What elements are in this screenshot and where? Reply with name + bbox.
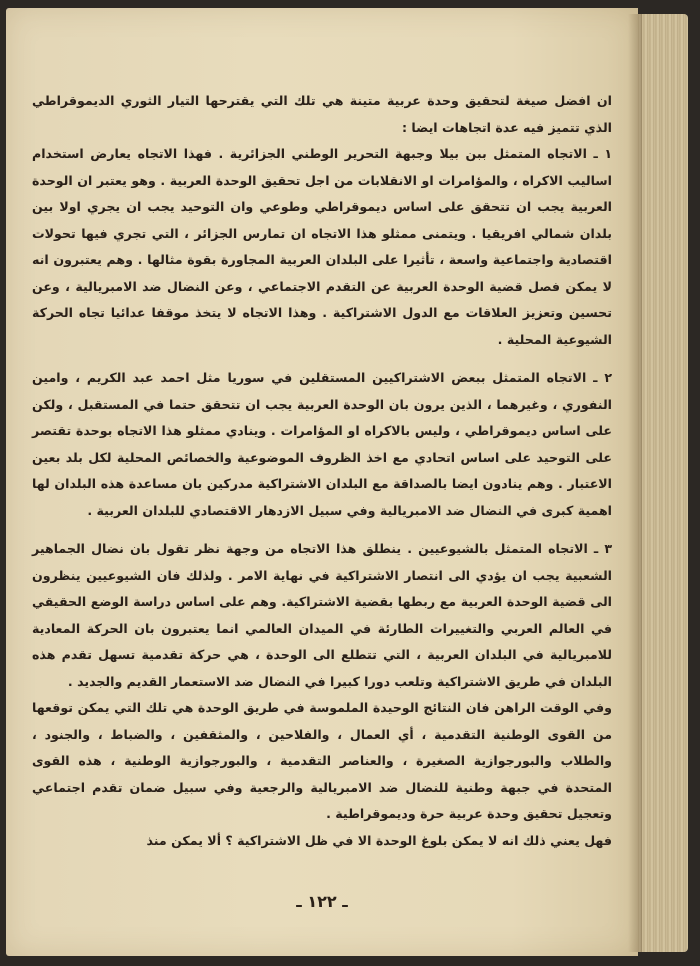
page-number: ـ ١٢٢ ـ [296,892,348,911]
gutter-shadow [628,14,642,952]
trend-1-paragraph: ١ ـ الاتجاه المتمثل ببن بيلا وجبهة التحرير الوطني الجزائرية . فهذا الاتجاه يعارض استخدام اساليب الاكراه ، والمؤامرات او الانقلابات من اجل تحقيق الوحدة العربية . وهو يعتبر ان الوحدة العربية يجب ان تتحقق على اساس ديموقراطي وطوعي وان التوحيد يجب ان يجري اولا بين بلدان شمالي افريقيا . ويتمنى ممثلو هذا الاتجاه ان تمارس الجزائر ، التي تجري فيها تحولات اقتصادية واجتماعية واسعة ، تأثيرا على البلدان العربية المجاورة بقوة مثالها . وهم يعتبرون انه لا يمكن فصل قضية الوحدة العربية عن التقدم الاجتماعي ، وعن النضال ضد الامبريالية ، وعن تحسين وتعزيز العلاقات مع الدول الاشتراكية . وهذا الاتجاه لا يتخذ موقفا عدائيا تجاه الحركة الشيوعية المحلية . [32,146,612,347]
book-page [6,8,638,956]
intro-paragraph: ان افضل صيغة لتحقيق وحدة عربية متينة هي تلك التي يقترحها التيار الثوري الديموقراطي الذي تتميز فيه عدة اتجاهات ايضا : [32,93,612,135]
question-paragraph: فهل يعني ذلك انه لا يمكن بلوغ الوحدة الا في ظل الاشتراكية ؟ ألا يمكن منذ [146,832,612,848]
trend-2-paragraph: ٢ ـ الاتجاه المتمثل ببعض الاشتراكيين المستقلين في سوريا مثل احمد عبد الكريم ، وامين النفوري ، وغيرهما ، الذين يرون بان الوحدة العربية يجب ان تتحقق حتما في المستقبل ، ولكن على اساس ديموقراطي ، وليس بالاكراه او المؤامرات . وينادي ممثلو هذا الاتجاه بوحدة تقتصر على التوحيد على اساس اتحادي مع اخذ الظروف الموضوعية والخصائص المحلية لكل بلد بعين الاعتبار . وهم ينادون ايضا بالصداقة مع البلدان الاشتراكية مدركين بان مساعدة هذه البلدان لها اهمية كبرى في النضال ضد الامبريالية وفي سبيل الازدهار الاقتصادي للبلدان العربية . [32,370,612,518]
page-body [32,88,612,854]
page-edges [636,14,688,952]
current-time-paragraph: وفي الوقت الراهن فان النتائج الوحيدة الملموسة في طريق الوحدة هي تلك التي يمكن توقعها من القوى الوطنية التقدمية ، أي العمال ، والفلاحين ، والمثقفين ، والضباط ، والجنود ، والطلاب والبورجوازية الصغيرة ، والعناصر التقدمية ، والبورجوازية الوطنية ، هذه القوى المتحدة في جبهة وطنية للنضال ضد الامبريالية والرجعية وفي سبيل ضمان تقدم اجتماعي وتعجيل تحقيق وحدة عربية حرة وديموقراطية . [32,700,612,821]
trend-3-paragraph: ٣ ـ الاتجاه المتمثل بالشيوعيين . ينطلق هذا الاتجاه من وجهة نظر تقول بان نضال الجماهير الشعبية يجب ان يؤدي الى انتصار الاشتراكية في نهاية الامر . ولذلك فان الشيوعيين ينظرون الى قضية الوحدة العربية مع ربطها بقضية الاشتراكية. وهم على اساس دراسة الوضع الحقيقي في العالم العربي والتغييرات الطارئة في الميدان العالمي انما يعتبرون بان الحركة المعادية للامبريالية في البلدان العربية ، التي تتطلع الى الوحدة ، هي حركة تقدمية تسهل تقدم هذه البلدان في طريق الاشتراكية وتلعب دورا كبيرا في النضال ضد الاستعمار القديم والجديد . [32,541,612,689]
